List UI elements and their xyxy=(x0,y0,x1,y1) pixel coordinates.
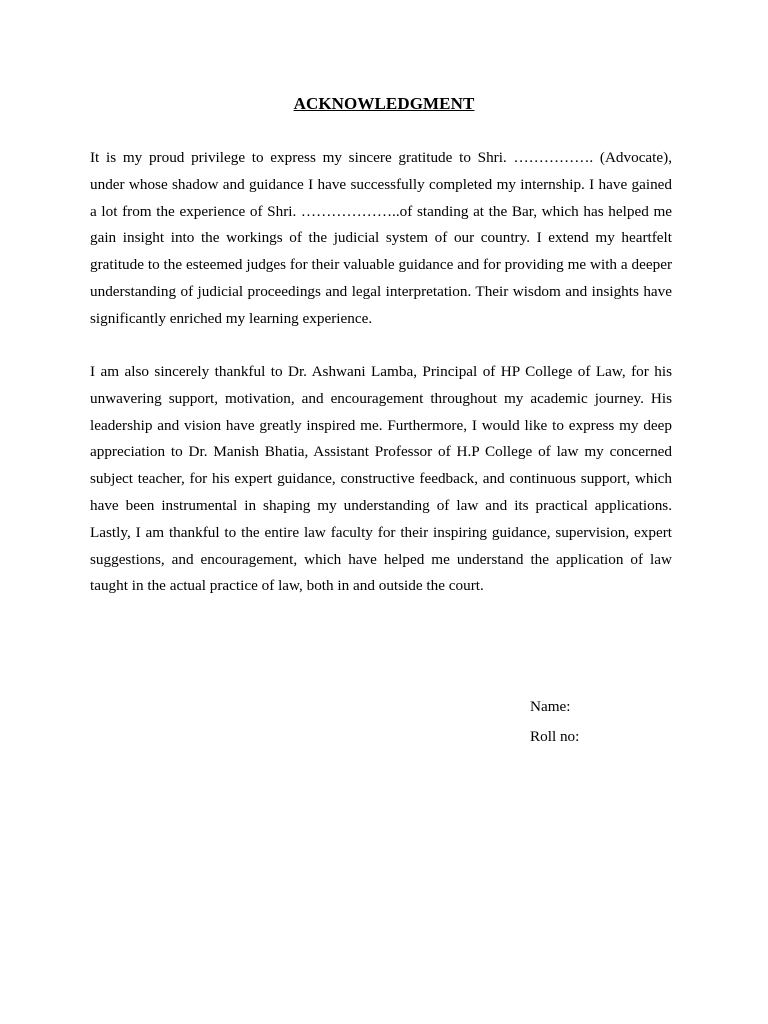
signature-name-label: Name: xyxy=(530,698,571,715)
paragraph: It is my proud privilege to express my sincere gratitude to Shri. ……………. (Advocate), under whose shadow and guidance I have successfully completed my internship. I have gained a lot from the experience of Shri. ………………..of standing at the Bar, which has helped me gain insight into the workings of the judicial system of our country. I extend my heartfelt gratitude to the esteemed judges for their valuable guidance and for providing me with a deeper understanding of judicial proceedings and legal interpretation. Their wisdom and insights have significantly enriched my learning experience. xyxy=(90,149,672,327)
page-title: ACKNOWLEDGMENT xyxy=(293,94,475,113)
paragraph: I am also sincerely thankful to Dr. Ashwani Lamba, Principal of HP College of Law, for his unwavering support, motivation, and encouragement throughout my academic journey. His leadership and vision have greatly inspired me. Furthermore, I would like to express my deep appreciation to Dr. Manish Bhatia, Assistant Professor of H.P College of law my concerned subject teacher, for his expert guidance, constructive feedback, and continuous support, which have been instrumental in shaping my understanding of law and its practical applications. Lastly, I am thankful to the entire law faculty for their inspiring guidance, supervision, expert suggestions, and encouragement, which have helped me understand the application of law taught in the actual practice of law, both in and outside the court. xyxy=(90,363,672,595)
signature-roll-label: Roll no: xyxy=(530,728,580,745)
